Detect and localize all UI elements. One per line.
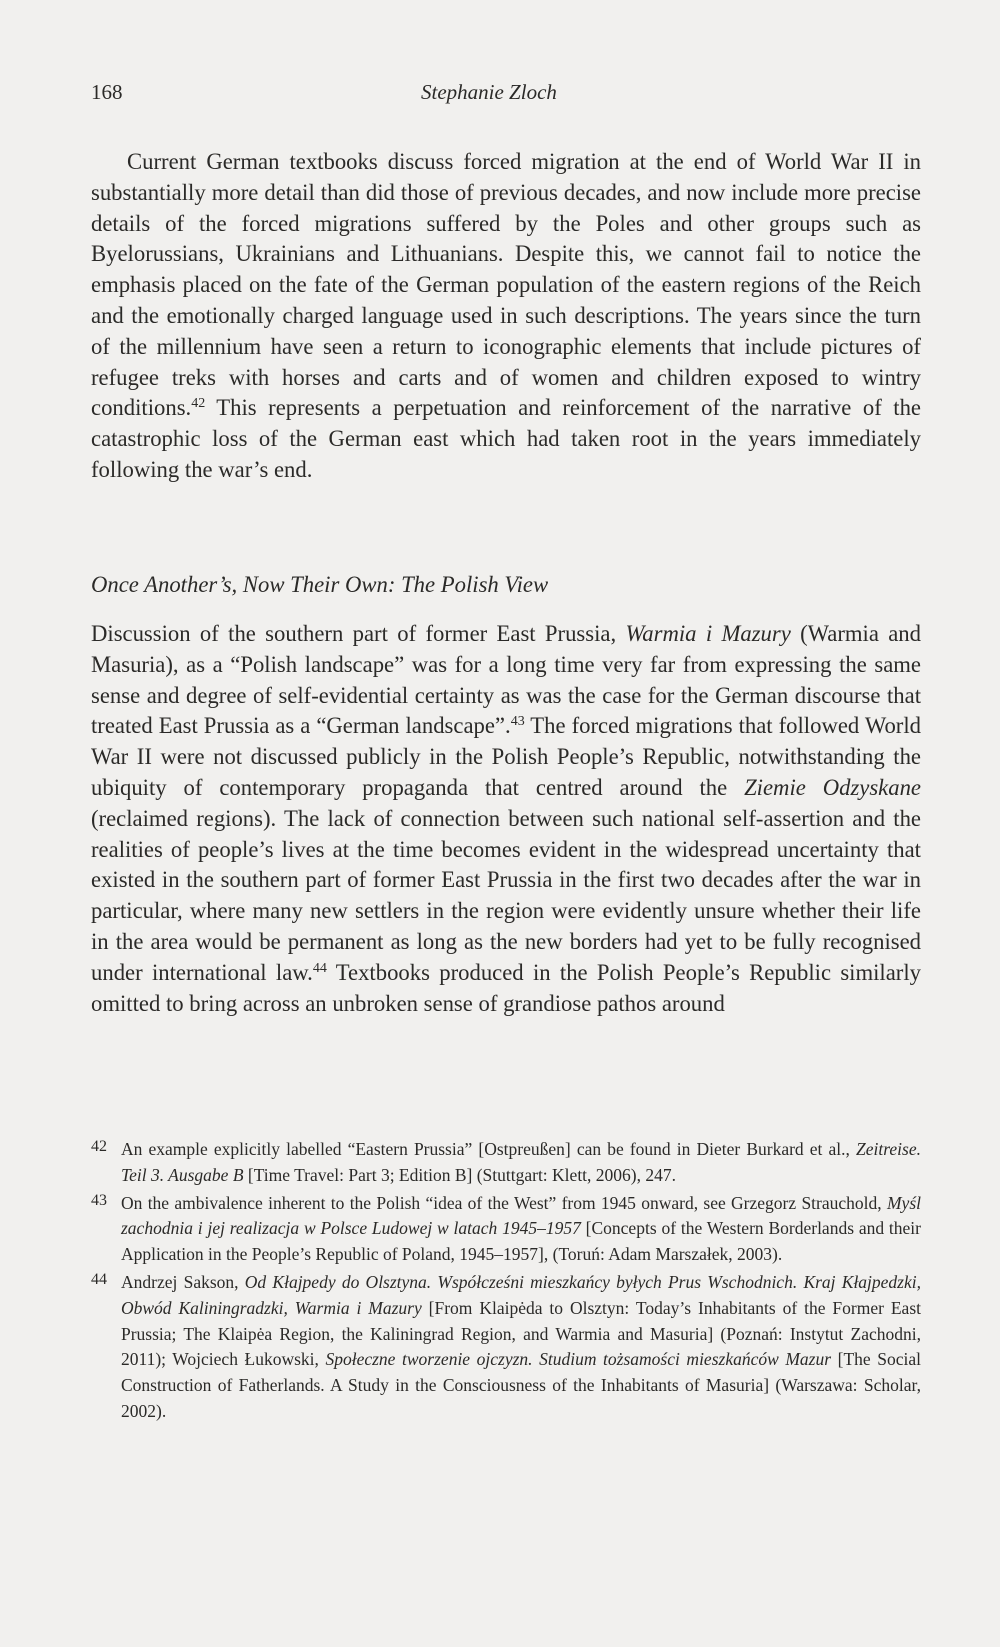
footnote-number: 42 xyxy=(91,1138,107,1155)
footnote-title: Zeitreise. Teil 3. Ausgabe B xyxy=(121,1139,921,1185)
footnote-43 xyxy=(91,1191,921,1268)
footnote-42 xyxy=(91,1137,921,1189)
paragraph-2-text-b: (Warmia and Masuria), as a “Polish landscape” was for a long time very far from expressing the same sense and degree of self-evidential certainty as was the case for the German discourse that treated East Prussia as a “German landscape”. xyxy=(91,621,921,739)
footnotes xyxy=(91,1137,921,1427)
footnote-44 xyxy=(91,1270,921,1425)
paragraph-2 xyxy=(91,619,921,1019)
paragraph-2-italic-term-2: Ziemie Odzyskane xyxy=(744,774,921,800)
paragraph-2-text-c: The forced migrations that followed World War II were not discussed publicly in the Polish People’s Republic, notwithstanding the ubiquity of contemporary propaganda that centred around the xyxy=(91,713,921,800)
running-head-author: Stephanie Zloch xyxy=(421,80,557,104)
footnote-number: 44 xyxy=(91,1270,107,1288)
paragraph-1 xyxy=(91,147,921,486)
footnote-ref-42: 42 xyxy=(191,396,206,412)
body-section-1 xyxy=(91,147,921,486)
footnote-text: An example explicitly labelled “Eastern Prussia” [Ostpreußen] can be found in Dieter Burkard et al., xyxy=(121,1139,857,1159)
running-head xyxy=(91,80,921,112)
paragraph-2-text: Discussion of the southern part of former East Prussia, xyxy=(91,621,626,646)
footnote-title: Od Kłajpedy do Olsztyna. Współcześni mieszkańcy byłych Prus Wschodnich. Kraj Kłajpedzki, Obwód Kaliningradzki, Warmia i Mazury xyxy=(121,1271,921,1318)
footnote-ref-43: 43 xyxy=(510,714,525,730)
page-number: 168 xyxy=(91,80,123,104)
paragraph-2-italic-term: Warmia i Mazury xyxy=(625,621,791,646)
paragraph-1-text: Current German textbooks discuss forced migration at the end of World War II in substantially more detail than did those of previous decades, and now include more precise details of the forced migrations suffered by the Poles and other groups such as Byelorussians, Ukrainians and Lithuanians. Despite this, we cannot fail to notice the emphasis placed on the fate of the German population of the eastern regions of the Reich and the emotionally charged language used in such descriptions. The years since the turn of the millennium have seen a return to iconographic elements that include pictures of refugee treks with horses and carts and of women and children exposed to wintry conditions. xyxy=(91,149,921,421)
footnote-text: Andrzej Sakson, xyxy=(121,1271,245,1292)
footnote-ref-44: 44 xyxy=(312,960,327,976)
footnote-text-end: [The Social Construction of Fatherlands. A Study in the Consciousness of the Inhabitants of Masuria] (Warszawa: Scholar, 2002). xyxy=(121,1349,921,1421)
body-section-2 xyxy=(91,619,921,1019)
footnote-text-cont: [Time Travel: Part 3; Edition B] (Stuttgart: Klett, 2006), 247. xyxy=(243,1164,676,1185)
paragraph-2-text-d: (reclaimed regions). The lack of connection between such national self-assertion and the realities of people’s lives at the time becomes evident in the widespread uncertainty that existed in the southern part of former East Prussia in the first two decades after the war in particular, where many new settlers in the region were evidently unsure whether their life in the area would be permanent as long as the new borders had yet to be fully recognised under international law. xyxy=(91,805,921,985)
section-heading: Once Another’s, Now Their Own: The Polish View xyxy=(91,572,549,597)
footnote-text-cont: [From Klaipėda to Olsztyn: Today’s Inhabitants of the Former East Prussia; The Klaipėa Region, the Kaliningrad Region, and Warmia and Masuria] (Poznań: Instytut Zachodni, 2011); Wojciech Łukowski, xyxy=(121,1297,921,1370)
footnote-title-2: Społeczne tworzenie ojczyzn. Studium tożsamości mieszkańców Mazur xyxy=(325,1349,832,1370)
footnote-text: On the ambivalence inherent to the Polish “idea of the West” from 1945 onward, see Grzegorz Strauchold, xyxy=(121,1192,887,1213)
paragraph-2-text-e: Textbooks produced in the Polish People’s Republic similarly omitted to bring across an unbroken sense of grandiose pathos around xyxy=(91,959,921,1016)
paragraph-1-text-cont: This represents a perpetuation and reinforcement of the narrative of the catastrophic loss of the German east which had taken root in the years immediately following the war’s end. xyxy=(91,395,921,482)
footnote-title: Myśl zachodnia i jej realizacja w Polsce Ludowej w latach 1945–1957 xyxy=(121,1192,921,1239)
footnote-text-cont: [Concepts of the Western Borderlands and their Application in the People’s Republic of Poland, 1945–1957], (Toruń: Adam Marszałek, 2003). xyxy=(121,1218,921,1265)
footnote-number: 43 xyxy=(91,1191,107,1209)
